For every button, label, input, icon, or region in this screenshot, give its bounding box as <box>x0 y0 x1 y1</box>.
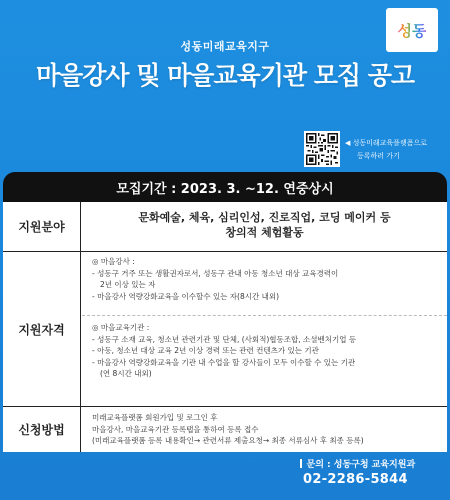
apply-row <box>3 407 447 452</box>
instructor-heading: ◎ 마을강사 : <box>92 257 135 266</box>
contact-info <box>300 459 446 489</box>
logo-mark: 성동 <box>397 21 427 40</box>
qualification-content <box>82 252 447 406</box>
institution-line: - 성동구 소재 교육, 청소년 관련기관 및 단체, (사회적)협동조합, 소셜벤처기업 등 <box>92 334 357 344</box>
instructor-line: - 성동구 거주 또는 생활권자로서, 성동구 관내 아동 청소년 대상 교육경력이 <box>92 268 339 278</box>
field-line-1: 문화예술, 체육, 심리인성, 진로직업, 코딩 메이커 등 <box>138 211 391 224</box>
field-line-2: 창의적 체험활동 <box>225 226 304 239</box>
institution-line: - 마을강사 역량강화교육을 기관 내 수업을 할 강사들이 모두 이수할 수 있는 기관 <box>92 357 356 367</box>
field-content <box>82 202 447 251</box>
apply-line: 마을강사, 마을교육기관 등록탭을 통하여 등록 접수 <box>92 424 259 434</box>
page-title: 마을강사 및 마을교육기관 모집 공고 <box>35 61 415 90</box>
apply-line: 미래교육플랫폼 회원가입 및 로그인 후 <box>92 413 218 422</box>
recruitment-period: 모집기간 : 2023. 3. ~12. 연중상시 <box>3 172 447 202</box>
institution-line: (연 8시간 내외) <box>100 369 152 378</box>
contact-label: 문의 : 성동구청 교육지원과 <box>306 460 416 470</box>
institution-line: - 아동, 청소년 대상 교육 2년 이상 경력 또는 관련 컨텐츠가 있는 기관 <box>92 346 319 355</box>
apply-label: 신청방법 <box>3 407 81 452</box>
field-label: 지원분야 <box>3 202 81 251</box>
qualification-label: 지원자격 <box>3 252 81 406</box>
instructor-line: - 마을강사 역량강화교육을 이수할수 있는 자(8시간 내외) <box>92 291 280 301</box>
divider-bar <box>300 459 302 468</box>
info-table <box>3 202 447 452</box>
qr-caption-line1: ◀ 성동미래교육플랫폼으로 <box>345 139 427 147</box>
qualification-row <box>3 252 447 407</box>
instructor-line: 2년 이상 있는 자 <box>100 280 156 289</box>
qr-code-icon[interactable] <box>304 131 340 167</box>
divider <box>82 315 447 316</box>
contact-phone[interactable]: 02-2286-5844 <box>303 472 408 487</box>
qr-caption <box>345 137 445 163</box>
instructor-qualification <box>92 256 443 302</box>
institution-heading: ◎ 마을교육기관 : <box>92 323 150 332</box>
qr-caption-line2: 등록하러 가기 <box>357 152 400 160</box>
field-row <box>3 202 447 252</box>
institution-qualification <box>92 322 443 380</box>
apply-content <box>82 407 447 452</box>
district-name: 성동미래교육지구 <box>180 40 270 53</box>
apply-line: (미래교육플랫폼 등록 내용확인→ 관련서류 제출요청→ 최종 서류심사 후 최종 등록) <box>92 436 364 445</box>
